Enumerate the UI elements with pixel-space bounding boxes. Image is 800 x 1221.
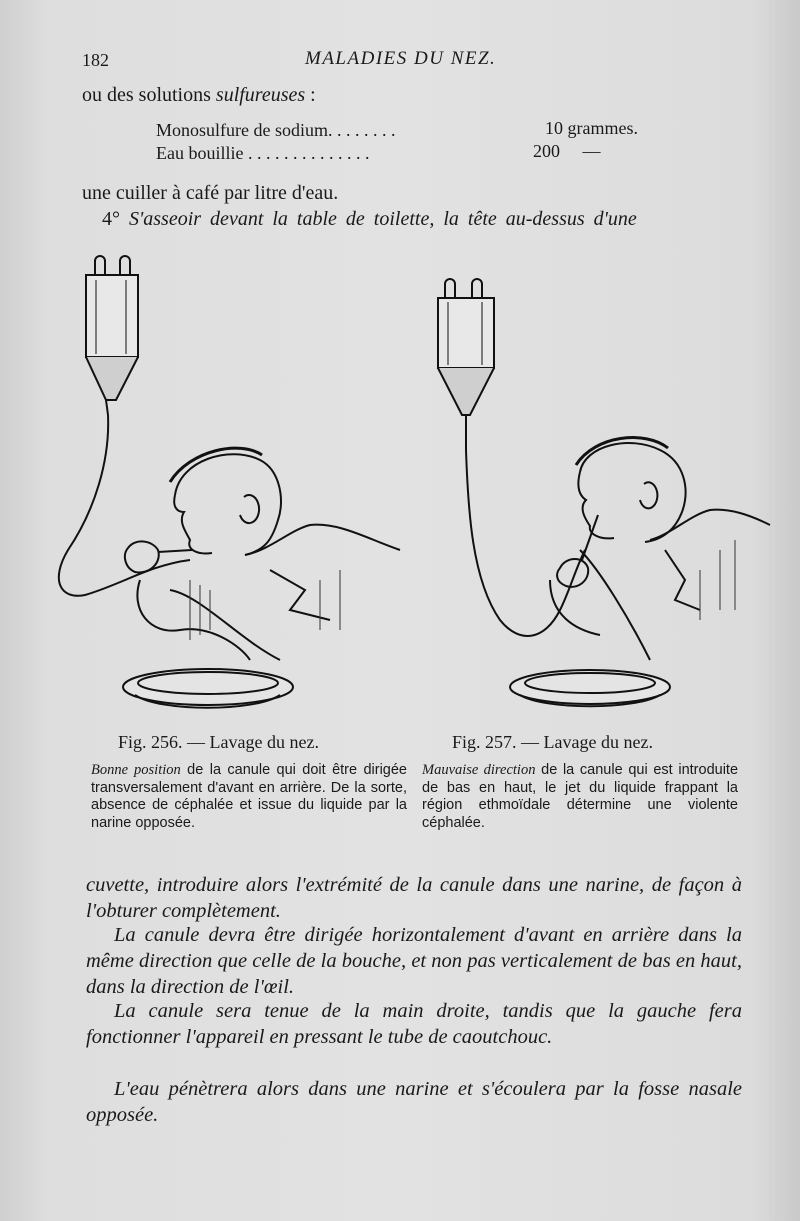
intro-line-1: ou des solutions sulfureuses : [82, 84, 316, 106]
formula-qty-2: 200 — [533, 141, 601, 161]
intro-line-2: une cuiller à café par litre d'eau. [82, 182, 339, 204]
figure-256-caption: Bonne position de la canule qui doit être dirigée transversalement d'avant en arrière. De la sorte, absence de céphalée et issue du liquide par la narine opposée. [91, 762, 407, 831]
formula-qty-1: 10 grammes. [545, 118, 638, 138]
figure-257-illustration [400, 250, 780, 720]
figure-257-title: Fig. 257. — Lavage du nez. [452, 732, 653, 752]
running-title: MALADIES DU NEZ. [305, 48, 497, 69]
paragraph-1: cuvette, introduire alors l'extrémité de la canule dans une narine, de façon à l'obturer complètement. [86, 874, 742, 922]
paragraph-3: La canule sera tenue de la main droite, tandis que la gauche fera fonctionner l'appareil en pressant le tube de caoutchouc. [86, 1000, 742, 1048]
intro-line-3: 4° S'asseoir devant la table de toilette, la tête au-dessus d'une [102, 208, 637, 230]
formula-name-1: Monosulfure de sodium. . . . . . . . [156, 120, 396, 140]
paragraph-2: La canule devra être dirigée horizontalement d'avant en arrière dans la même direction que celle de la bouche, et non pas verticalement de bas en haut, dans la direction de l'œil. [86, 924, 742, 998]
formula-name-2: Eau bouillie . . . . . . . . . . . . . . [156, 143, 370, 163]
paragraph-4: L'eau pénètrera alors dans une narine et s'écoulera par la fosse nasale opposée. [86, 1078, 742, 1126]
figure-257-caption: Mauvaise direction de la canule qui est introduite de bas en haut, le jet du liquide frappant la région ethmoïdale détermine une violente céphalée. [422, 762, 739, 831]
figure-256-title: Fig. 256. — Lavage du nez. [118, 732, 319, 752]
figure-256-illustration [40, 250, 420, 720]
page-number: 182 [82, 50, 109, 70]
